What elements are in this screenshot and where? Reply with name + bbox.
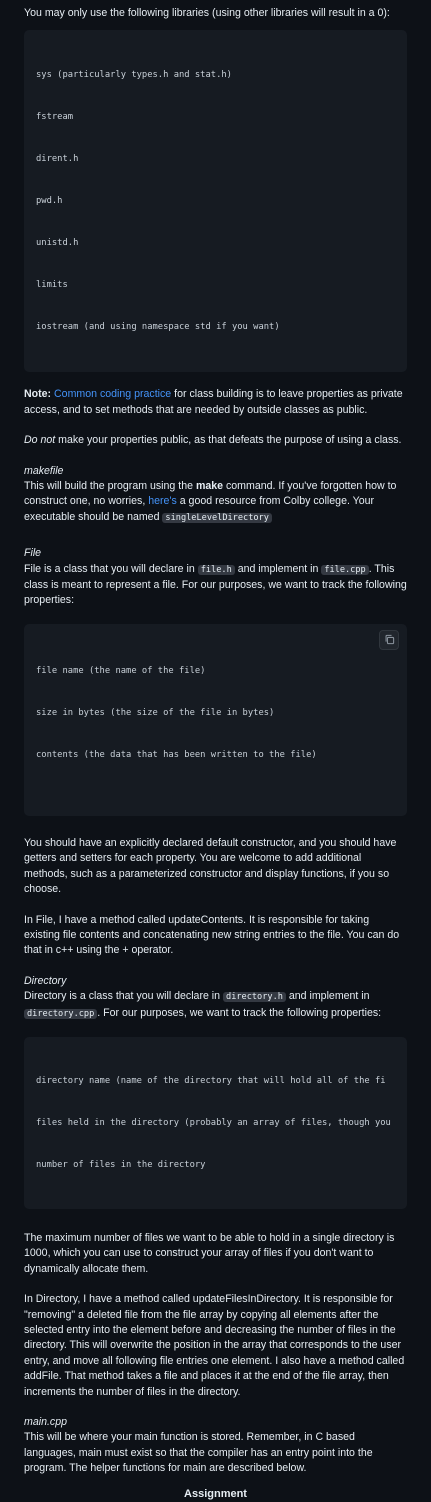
code-line: iostream (and using namespace std if you want) [36,322,280,333]
file-cpp-code: file.cpp [321,565,368,575]
code-line: size in bytes (the size of the file in bytes) [36,707,275,718]
colby-resource-link[interactable]: here's [148,495,177,508]
code-line: limits [36,280,68,291]
coding-practice-link[interactable]: Common coding practice [54,388,172,401]
file-text: and implement in [234,562,322,575]
code-line: dirent.h [36,154,79,165]
directory-cpp-code: directory.cpp [24,1009,97,1019]
do-not-paragraph [24,433,407,448]
directory-properties-code-block [24,1037,407,1209]
file-text: . This class is meant to represent a file. For our purposes, we want to track the following properties: [24,562,407,607]
main-title: main.cpp [24,1416,67,1428]
makefile-text: command. If you've forgotten how to construct one, no worries, [24,480,397,508]
code-line: unistd.h [36,238,79,249]
code-line: sys (particularly types.h and stat.h) [36,70,232,81]
directory-paragraph [24,989,407,1022]
do-not-em: Do not [24,434,56,447]
code-line: contents (the data that has been written to the file) [36,749,317,760]
code-line: file name (the name of the file) [36,665,206,676]
file-paragraph-2: You should have an explicitly declared default constructor, and you should have getters and setters for each property. You are welcome to add additional methods, such as a parameterized constructor and display functions, if you so choose. [24,836,397,896]
note-paragraph [24,387,407,418]
copy-button[interactable] [379,630,399,650]
code-line: pwd.h [36,196,63,207]
intro-text: You may only use the following libraries (using other libraries will result in a 0): [24,7,390,19]
file-paragraph-3: In File, I have a method called updateContents. It is responsible for taking existing file contents and concatenating new string entries to the file. You can do that in c++ using the + operator. [24,913,400,957]
directory-text: . For our purposes, we want to track the following properties: [97,1006,382,1019]
makefile-text: This will build the program using the [24,480,196,493]
assignment-heading: Assignment [184,1487,247,1500]
main-paragraph: This will be where your main function is stored. Remember, in C based languages, main must exist so that the compiler has an entry point into the program. The helper functions for main are described below. [24,1431,373,1475]
file-properties-code-block [24,624,407,816]
code-line: files held in the directory (probably an array of files, though you [36,1117,391,1128]
libraries-code-block [24,30,407,372]
makefile-paragraph [24,479,407,526]
do-not-text: make your properties public, as that defeats the purpose of using a class. [55,434,402,447]
note-text: for class building is to leave properties as private access, and to set methods that are needed by outside classes as public. [24,388,403,416]
makefile-text: a good resource from Colby college. Your executable should be named [24,495,375,523]
makefile-title: makefile [24,464,64,477]
file-paragraph [24,562,407,609]
code-line: number of files in the directory [36,1159,206,1170]
directory-text: Directory is a class that you will declare in [24,990,224,1003]
directory-h-code: directory.h [223,992,286,1002]
executable-name-code: singleLevelDirectory [162,513,271,523]
note-label: Note: [24,388,52,401]
file-text: File is a class that you will declare in [24,562,198,575]
directory-paragraph-3: In Directory, I have a method called updateFilesInDirectory. It is responsible for "removing" a deleted file from the file array by copying all elements after the selected entry into the element before and decreasing the number of files in the directory. This will overwrite the position in the array that corresponds to the user entry, and move all following file entries one element. I also have a method called addFile. That method takes a file and places it at the end of the file array, then increments the number of files in the directory. [24,1293,405,1398]
file-h-code: file.h [198,565,235,575]
directory-text: and implement in [285,990,370,1003]
copy-icon [384,634,395,645]
code-line: fstream [36,112,74,123]
code-line: directory name (name of the directory that will hold all of the fi [36,1075,386,1086]
file-title: File [24,547,42,560]
make-command: make [195,480,224,493]
directory-paragraph-2: The maximum number of files we want to be able to hold in a single directory is 1000, which you can use to construct your array of files if you don't want to dynamically allocate them. [24,1231,395,1275]
directory-title: Directory [24,974,67,987]
